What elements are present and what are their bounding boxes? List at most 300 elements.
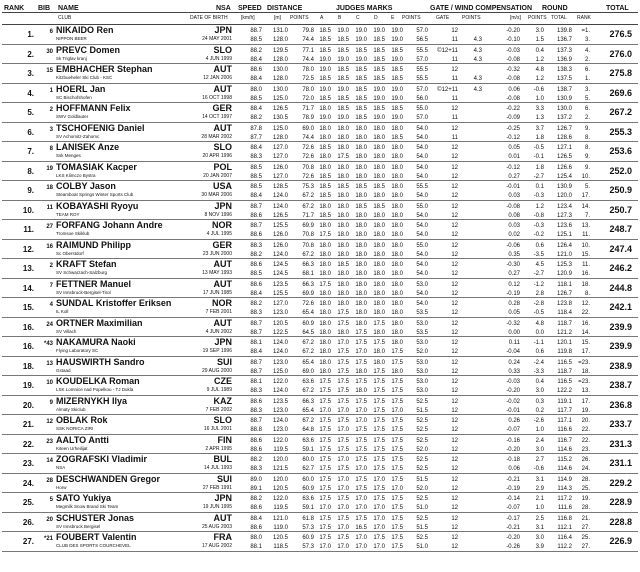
judge-d: 17.5 bbox=[373, 418, 385, 424]
gate: 12 bbox=[451, 329, 458, 336]
bib: 28 bbox=[46, 477, 53, 484]
judge-d: 17.5 bbox=[373, 437, 385, 444]
nsa: AUT bbox=[213, 259, 232, 269]
judge-d: 17.5 bbox=[373, 368, 385, 375]
judge-c: 18.5 bbox=[355, 184, 367, 190]
rank: 27. bbox=[22, 537, 34, 546]
gate: 12 bbox=[451, 544, 458, 550]
nsa: SUI bbox=[216, 473, 232, 484]
nsa: JPN bbox=[214, 25, 232, 35]
speed: 88.7 bbox=[250, 329, 262, 336]
wind-points: -0.3 bbox=[533, 223, 544, 229]
distance: 130.5 bbox=[272, 115, 288, 121]
distance-points: 78.0 bbox=[302, 67, 314, 73]
round-rank: 11. bbox=[582, 262, 590, 268]
wind-speed: 0.03 bbox=[508, 193, 520, 199]
header-round-total: TOTAL bbox=[551, 15, 567, 21]
bib: 15 bbox=[46, 68, 53, 74]
judge-a: 19.0 bbox=[319, 67, 331, 73]
judge-points: 55.0 bbox=[416, 106, 428, 112]
gate: 12 bbox=[451, 485, 458, 492]
header-judge-points: POINTS bbox=[402, 15, 421, 21]
gate: 12 bbox=[451, 340, 458, 346]
distance-points: 69.9 bbox=[302, 290, 314, 297]
judge-b: 17.5 bbox=[337, 466, 349, 472]
judge-b: 17.5 bbox=[337, 446, 349, 453]
round-total: 138.7 bbox=[556, 86, 572, 93]
header-points: POINTS bbox=[290, 15, 309, 21]
athlete-name: SCHUSTER Jonas bbox=[56, 512, 135, 523]
speed: 88.4 bbox=[250, 145, 262, 151]
judge-points: 53.0 bbox=[416, 359, 428, 366]
wind-points: 1.0 bbox=[535, 95, 544, 102]
judge-points: 52.5 bbox=[416, 398, 428, 405]
judge-b: 17.0 bbox=[337, 476, 349, 483]
gate: 12 bbox=[451, 184, 458, 190]
round-rank: 28. bbox=[581, 476, 590, 483]
judge-e: 18.0 bbox=[391, 329, 403, 336]
wind-speed: 0.33 bbox=[508, 368, 520, 375]
nsa: AUT bbox=[213, 122, 232, 133]
wind-speed: -0.07 bbox=[506, 427, 520, 433]
judge-a: 17.5 bbox=[319, 466, 331, 472]
judge-e: 17.5 bbox=[391, 359, 403, 366]
wind-points: 0.1 bbox=[535, 184, 544, 190]
total-points: 255.3 bbox=[609, 126, 632, 137]
judge-b: 18.0 bbox=[337, 145, 349, 151]
judge-b: 17.0 bbox=[337, 457, 349, 463]
judge-c: 18.0 bbox=[355, 223, 367, 229]
gate: 12 bbox=[451, 496, 458, 502]
distance: 125.5 bbox=[272, 290, 288, 297]
round-total: 114.9 bbox=[557, 476, 572, 483]
total-points: 239.9 bbox=[609, 321, 632, 332]
round-rank: 5. bbox=[584, 95, 590, 102]
bib: 2 bbox=[49, 107, 53, 113]
judge-b: 18.5 bbox=[337, 37, 349, 43]
judge-d: 18.0 bbox=[373, 310, 385, 316]
club: Almaty Skiclub bbox=[56, 406, 86, 412]
wind-speed: -0.26 bbox=[506, 544, 520, 550]
distance: 123.0 bbox=[272, 407, 288, 414]
gate: 12 bbox=[451, 301, 458, 307]
round-total: 123.6 bbox=[556, 223, 572, 229]
club: Steamboat Springs Winter Sports Club bbox=[56, 192, 134, 197]
header-kmh: [km/h] bbox=[241, 15, 255, 21]
round-rank: 22. bbox=[581, 437, 590, 444]
judge-b: 18.5 bbox=[337, 76, 349, 82]
date-of-birth: 28 MAR 2002 bbox=[201, 133, 232, 140]
judge-d: 19.0 bbox=[373, 95, 385, 102]
gate: 12 bbox=[451, 359, 458, 366]
wind-speed: -0.01 bbox=[506, 407, 520, 414]
distance: 119.0 bbox=[273, 524, 288, 531]
round-total: 126.6 bbox=[556, 164, 572, 171]
distance-points: 70.8 bbox=[302, 164, 314, 171]
distance-points: 72.6 bbox=[302, 145, 314, 151]
bib: 5 bbox=[49, 497, 53, 503]
judge-a: 17.5 bbox=[319, 524, 331, 531]
judge-a: 18.0 bbox=[319, 359, 331, 366]
date-of-birth: 9 JUL 1989 bbox=[206, 387, 232, 393]
gate: 12 bbox=[451, 535, 458, 541]
judge-b: 18.0 bbox=[337, 251, 349, 258]
judge-d: 18.0 bbox=[373, 212, 385, 219]
nsa: JPN bbox=[214, 200, 232, 211]
header-judge-e: E bbox=[391, 15, 395, 21]
judge-c: 18.5 bbox=[355, 106, 367, 112]
judge-e: 17.5 bbox=[391, 535, 403, 541]
nsa: GER bbox=[212, 103, 232, 113]
rank: 22. bbox=[22, 439, 34, 449]
distance: 126.5 bbox=[272, 212, 288, 219]
judge-b: 17.5 bbox=[337, 320, 349, 327]
judge-a: 18.0 bbox=[319, 310, 331, 316]
round-rank: 3. bbox=[584, 86, 590, 93]
judge-d: 18.5 bbox=[373, 106, 385, 112]
bib: 16 bbox=[46, 243, 53, 250]
judge-c: 17.5 bbox=[355, 457, 367, 463]
judge-a: 19.0 bbox=[319, 115, 331, 121]
judge-c: 18.0 bbox=[355, 134, 367, 141]
judge-e: 17.5 bbox=[391, 466, 403, 472]
athlete-name: ORTNER Maximilian bbox=[56, 317, 143, 328]
nsa: BUL bbox=[213, 454, 232, 464]
judge-points: 51.0 bbox=[416, 505, 428, 511]
wind-speed: -0.32 bbox=[506, 67, 520, 73]
judge-c: 18.0 bbox=[355, 301, 367, 307]
judge-b: 17.5 bbox=[337, 368, 349, 375]
judge-e: 18.0 bbox=[391, 271, 403, 277]
rank: 12. bbox=[22, 244, 34, 254]
judge-d: 17.5 bbox=[373, 320, 385, 327]
judge-b: 18.0 bbox=[337, 301, 349, 307]
speed: 88.0 bbox=[250, 535, 262, 541]
judge-e: 17.5 bbox=[391, 515, 403, 522]
round-rank: 7. bbox=[584, 212, 590, 219]
judge-b: 17.5 bbox=[337, 349, 349, 355]
round-rank: 2. bbox=[584, 56, 590, 63]
round-rank: 9. bbox=[584, 164, 590, 171]
distance-points: 77.1 bbox=[302, 47, 314, 54]
distance-points: 78.0 bbox=[302, 86, 314, 93]
rank: 15. bbox=[22, 303, 34, 312]
judge-b: 18.0 bbox=[337, 212, 349, 219]
judge-e: 19.0 bbox=[391, 95, 403, 102]
total-points: 228.9 bbox=[609, 497, 632, 507]
round-total: 121.0 bbox=[556, 251, 572, 258]
distance-points: 67.2 bbox=[302, 203, 314, 210]
judge-e: 19.0 bbox=[391, 56, 403, 63]
wind-speed: -0.03 bbox=[506, 379, 520, 385]
round-total: 136.7 bbox=[556, 37, 572, 43]
speed: 88.4 bbox=[250, 106, 262, 112]
bib: *43 bbox=[43, 341, 53, 347]
rank: 3. bbox=[27, 69, 34, 78]
club: LSK Lomnice nad Popelkou - TJ Dukla bbox=[56, 387, 134, 392]
speed: 88.6 bbox=[250, 67, 262, 73]
judge-e: 19.0 bbox=[391, 37, 403, 43]
speed: 88.7 bbox=[250, 359, 262, 366]
distance-points: 75.3 bbox=[302, 184, 314, 190]
club: TEAM ROY bbox=[56, 211, 80, 217]
judge-points: 52.5 bbox=[416, 535, 428, 541]
date-of-birth: 8 NOV 1996 bbox=[204, 211, 232, 218]
header-gate-col: GATE bbox=[436, 15, 450, 21]
judge-c: 17.0 bbox=[355, 496, 367, 502]
judge-e: 18.0 bbox=[391, 184, 403, 190]
gate: 12 bbox=[451, 320, 458, 327]
judge-b: 18.5 bbox=[337, 184, 349, 190]
judge-a: 18.0 bbox=[319, 106, 331, 112]
table-row bbox=[2, 45, 638, 65]
distance-points: 72.5 bbox=[302, 76, 314, 82]
wind-speed: 0.06 bbox=[508, 86, 520, 93]
judge-c: 17.5 bbox=[355, 437, 367, 444]
distance: 118.5 bbox=[273, 544, 288, 550]
judge-b: 17.5 bbox=[337, 388, 349, 394]
distance-points: 69.9 bbox=[302, 223, 314, 229]
table-row bbox=[2, 337, 638, 357]
athlete-name: FORFANG Johann Andre bbox=[56, 220, 163, 230]
rank: 5. bbox=[27, 108, 34, 117]
distance-points: 59.1 bbox=[302, 505, 314, 511]
round-total: 120.1 bbox=[556, 340, 572, 346]
judge-d: 17.5 bbox=[373, 457, 385, 463]
date-of-birth: 12 JAN 2006 bbox=[203, 75, 232, 81]
judge-a: 17.5 bbox=[319, 281, 331, 288]
wind-points: 4.8 bbox=[535, 67, 544, 73]
table-header bbox=[2, 0, 638, 25]
gate: 12 bbox=[451, 427, 458, 433]
nsa: SLO bbox=[213, 44, 232, 55]
wind-points: 2.8 bbox=[535, 290, 544, 297]
judge-a: 18.0 bbox=[319, 271, 331, 277]
distance-points: 65.4 bbox=[302, 310, 314, 316]
athlete-name: FOUBERT Valentin bbox=[56, 532, 137, 542]
distance-points: 67.2 bbox=[302, 418, 314, 424]
wind-speed: -0.21 bbox=[506, 476, 520, 483]
table-row bbox=[2, 513, 638, 533]
judge-c: 18.0 bbox=[355, 125, 367, 132]
judge-d: 18.5 bbox=[373, 47, 385, 54]
wind-points: 4.5 bbox=[535, 262, 544, 268]
wind-points: 1.8 bbox=[535, 164, 544, 171]
judge-b: 19.0 bbox=[337, 86, 349, 93]
nsa: FIN bbox=[217, 434, 232, 445]
gate: 12 bbox=[451, 476, 458, 483]
judge-a: 18.0 bbox=[319, 125, 331, 132]
wind-speed: 0.05 bbox=[508, 310, 520, 316]
judge-points: 54.0 bbox=[416, 154, 428, 160]
round-rank: 23. bbox=[581, 446, 590, 453]
distance-points: 57.3 bbox=[302, 524, 314, 531]
round-total: 120.9 bbox=[556, 271, 572, 277]
gate: 12 bbox=[451, 418, 458, 424]
wind-speed: -0.25 bbox=[506, 125, 520, 132]
round-rank: 10. bbox=[581, 242, 590, 249]
judge-points: 52.0 bbox=[416, 349, 428, 355]
speed: 88.5 bbox=[250, 271, 262, 277]
distance-points: 70.8 bbox=[302, 242, 314, 249]
wind-speed: -0.12 bbox=[506, 164, 520, 171]
judge-d: 18.5 bbox=[373, 203, 385, 210]
wind-points: 0.3 bbox=[535, 398, 544, 405]
judge-a: 19.0 bbox=[319, 56, 331, 63]
bib: 30 bbox=[46, 48, 53, 55]
judge-d: 18.0 bbox=[373, 223, 385, 229]
gate: 12 bbox=[451, 173, 458, 180]
speed: 88.4 bbox=[250, 76, 262, 82]
judge-a: 17.5 bbox=[319, 379, 331, 385]
distance: 119.5 bbox=[273, 446, 288, 453]
gate-points: 4.3 bbox=[473, 37, 482, 43]
judge-e: 17.5 bbox=[391, 544, 403, 550]
round-total: 126.5 bbox=[556, 154, 572, 160]
judge-a: 18.0 bbox=[319, 251, 331, 258]
club: Sk Triglav kranj bbox=[56, 55, 87, 61]
judge-points: 52.5 bbox=[416, 437, 428, 444]
judge-points: 54.0 bbox=[416, 232, 428, 238]
header-bib: BIB bbox=[38, 5, 51, 12]
nsa: NOR bbox=[212, 220, 232, 230]
judge-c: 18.0 bbox=[355, 281, 367, 288]
rank: 6. bbox=[27, 127, 34, 137]
athlete-name: AALTO Antti bbox=[56, 434, 109, 445]
judge-d: 19.0 bbox=[373, 115, 385, 121]
judge-b: 19.0 bbox=[337, 56, 349, 63]
distance-points: 57.3 bbox=[302, 544, 314, 550]
gate: 11 bbox=[451, 76, 458, 82]
gate-points: 4.3 bbox=[473, 47, 482, 54]
athlete-name: EMBHACHER Stephan bbox=[56, 64, 153, 74]
athlete-name: COLBY Jason bbox=[56, 181, 116, 191]
wind-points: -0.8 bbox=[533, 212, 544, 219]
judge-a: 18.0 bbox=[319, 320, 331, 327]
judge-e: 17.5 bbox=[391, 505, 403, 511]
judge-c: 17.0 bbox=[355, 544, 367, 550]
judge-c: 17.0 bbox=[355, 349, 367, 355]
rank: 23. bbox=[22, 459, 34, 468]
judge-c: 18.5 bbox=[355, 203, 367, 210]
round-rank: 14. bbox=[581, 203, 590, 210]
round-total: 119.8 bbox=[557, 349, 572, 355]
judge-a: 18.0 bbox=[319, 349, 331, 355]
judge-b: 17.0 bbox=[337, 340, 349, 346]
distance-points: 72.6 bbox=[302, 173, 314, 180]
gate: 12 bbox=[451, 28, 458, 34]
judge-d: 17.5 bbox=[373, 446, 385, 453]
wind-points: 1.3 bbox=[535, 115, 544, 121]
judge-d: 18.0 bbox=[373, 242, 385, 249]
judge-points: 55.0 bbox=[416, 203, 428, 210]
round-rank: 14. bbox=[581, 329, 590, 336]
wind-points: 4.8 bbox=[535, 320, 544, 327]
round-total: 114.6 bbox=[557, 446, 572, 453]
judge-points: 53.0 bbox=[416, 340, 428, 346]
distance: 124.0 bbox=[272, 388, 288, 394]
table-row bbox=[2, 142, 638, 162]
wind-points: -2.8 bbox=[533, 301, 544, 307]
judge-points: 54.0 bbox=[416, 262, 428, 268]
speed: 88.8 bbox=[250, 427, 262, 433]
judge-e: 18.5 bbox=[391, 67, 403, 73]
gate: 12 bbox=[451, 164, 458, 171]
gate: 12 bbox=[451, 505, 458, 511]
round-rank: =23. bbox=[578, 359, 590, 366]
distance-points: 66.3 bbox=[302, 398, 314, 405]
judge-points: 54.0 bbox=[416, 125, 428, 132]
club: SV Villach bbox=[56, 328, 77, 334]
judge-a: 17.0 bbox=[319, 505, 331, 511]
judge-a: 18.0 bbox=[319, 368, 331, 375]
speed: 88.6 bbox=[250, 398, 262, 405]
nsa: SLO bbox=[213, 415, 232, 425]
judge-d: 18.0 bbox=[373, 359, 385, 366]
judge-points: 54.0 bbox=[416, 223, 428, 229]
judge-b: 18.5 bbox=[337, 106, 349, 112]
nsa: POL bbox=[213, 161, 232, 172]
judge-b: 18.5 bbox=[337, 47, 349, 54]
table-row bbox=[2, 435, 638, 455]
judge-d: 18.0 bbox=[373, 251, 385, 258]
judge-e: 17.5 bbox=[391, 418, 403, 424]
athlete-name: KRAFT Stefan bbox=[56, 259, 117, 269]
distance: 123.0 bbox=[272, 359, 288, 366]
distance: 122.5 bbox=[272, 329, 288, 336]
judge-points: 52.5 bbox=[416, 427, 428, 433]
total-points: 246.2 bbox=[609, 263, 632, 273]
gate: 12 bbox=[451, 368, 458, 375]
judge-points: 51.5 bbox=[416, 407, 428, 414]
distance-points: 69.0 bbox=[302, 125, 314, 132]
total-points: 226.9 bbox=[609, 536, 632, 546]
round-total: 118.1 bbox=[557, 281, 572, 288]
date-of-birth: 16 OCT 1998 bbox=[202, 94, 232, 101]
round-total: 137.5 bbox=[556, 76, 572, 82]
distance-points: 71.7 bbox=[302, 106, 314, 112]
wind-speed: -0.20 bbox=[506, 28, 520, 34]
judge-c: 17.0 bbox=[355, 466, 367, 472]
wind-points: 1.2 bbox=[535, 76, 544, 82]
judge-a: 18.0 bbox=[319, 223, 331, 229]
distance-points: 63.6 bbox=[302, 379, 314, 385]
judge-d: 18.5 bbox=[373, 76, 385, 82]
club: SV Innsbruck-Bergisel-Tirol bbox=[56, 289, 111, 295]
athlete-name: SATO Yukiya bbox=[56, 493, 112, 503]
judge-d: 17.5 bbox=[373, 485, 385, 492]
round-rank: 11. bbox=[582, 232, 590, 238]
athlete-name: HAUSWIRTH Sandro bbox=[56, 356, 145, 367]
wind-points: 3.0 bbox=[535, 28, 544, 34]
judge-c: 18.0 bbox=[355, 290, 367, 297]
athlete-name: FETTNER Manuel bbox=[56, 278, 132, 289]
distance: 124.0 bbox=[272, 203, 288, 210]
judge-a: 17.5 bbox=[319, 485, 331, 492]
bib: 2 bbox=[49, 263, 53, 269]
athlete-name: MIZERNYKH Ilya bbox=[56, 395, 128, 406]
distance: 120.5 bbox=[272, 320, 288, 327]
bib: 23 bbox=[46, 438, 53, 445]
date-of-birth: 4 JUN 2002 bbox=[205, 328, 232, 335]
judge-a: 18.5 bbox=[319, 193, 331, 199]
judge-d: 18.0 bbox=[373, 154, 385, 160]
total-points: 238.7 bbox=[609, 380, 632, 390]
judge-b: 18.0 bbox=[337, 203, 349, 210]
judge-points: 54.0 bbox=[416, 301, 428, 307]
judge-c: 17.5 bbox=[355, 359, 367, 366]
wind-points: -2.6 bbox=[533, 418, 544, 424]
